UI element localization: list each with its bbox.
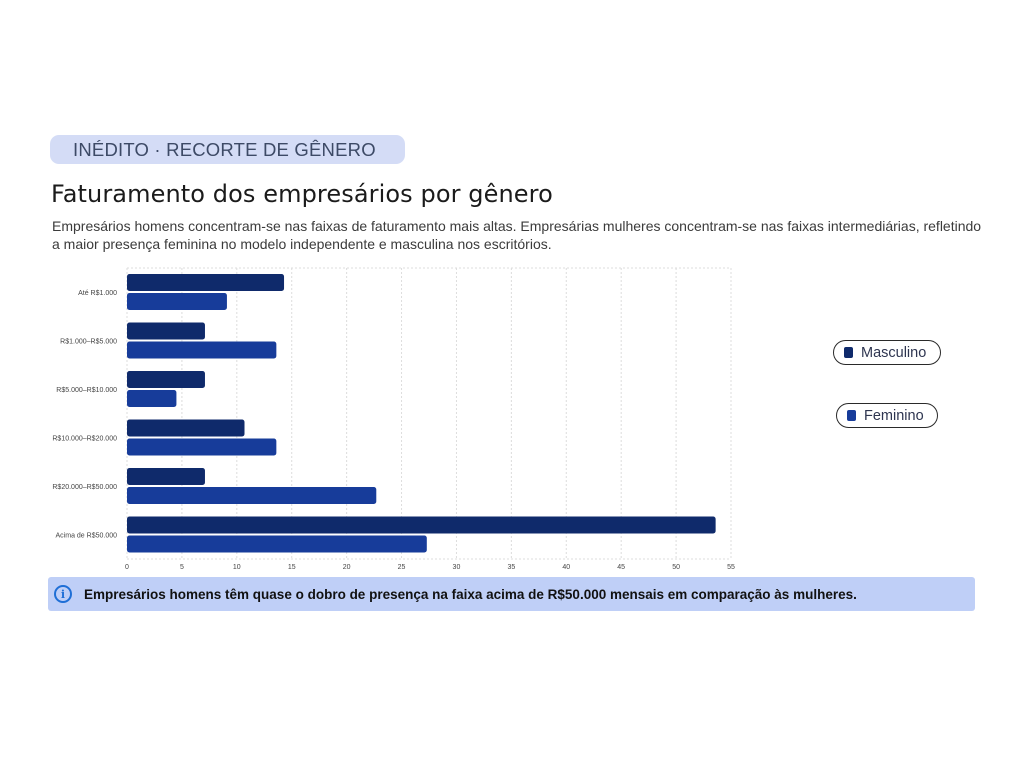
- x-tick-label: 25: [397, 564, 406, 571]
- bar-chart: [40, 262, 740, 577]
- legend-item-masculino[interactable]: [833, 340, 941, 365]
- x-tick-label: 15: [287, 564, 296, 571]
- legend-swatch-feminino: [847, 410, 856, 421]
- bar-masculino: [127, 420, 245, 437]
- x-tick-label: 5: [179, 564, 184, 571]
- legend-swatch-masculino: [844, 347, 853, 358]
- y-tick-label: Acima de R$50.000: [55, 532, 117, 540]
- bar-feminino: [127, 536, 427, 553]
- x-tick-label: 45: [617, 564, 626, 571]
- info-icon: i: [54, 585, 72, 603]
- legend-item-feminino[interactable]: [836, 403, 938, 428]
- bar-masculino: [127, 323, 205, 340]
- x-tick-label: 55: [727, 564, 735, 571]
- page-title: Faturamento dos empresários por gênero: [51, 180, 553, 208]
- x-tick-label: 30: [452, 564, 461, 571]
- x-tick-label: 40: [562, 564, 571, 571]
- x-tick-label: 20: [342, 564, 351, 571]
- legend-label-masculino: Masculino: [861, 344, 927, 361]
- category-tag: INÉDITO · RECORTE DE GÊNERO: [50, 135, 405, 164]
- info-text: Empresários homens têm quase o dobro de presença na faixa acima de R$50.000 mensais em comparação às mulheres.: [84, 586, 857, 602]
- bar-masculino: [127, 517, 716, 534]
- page-subtitle: Empresários homens concentram-se nas faixas de faturamento mais altas. Empresárias mulheres concentram-se nas faixas intermediárias, refletindo a maior presença feminina no modelo independente e masculina nos escritórios.: [52, 218, 982, 252]
- info-banner: [48, 577, 975, 611]
- bar-masculino: [127, 468, 205, 485]
- y-tick-label: R$5.000–R$10.000: [56, 387, 117, 394]
- bar-masculino: [127, 371, 205, 388]
- bar-feminino: [127, 439, 276, 456]
- y-tick-label: R$20.000–R$50.000: [52, 484, 117, 491]
- x-tick-label: 35: [507, 564, 516, 571]
- x-tick-label: 10: [232, 564, 241, 571]
- bar-masculino: [127, 274, 284, 291]
- bar-feminino: [127, 342, 276, 359]
- y-tick-label: R$1.000–R$5.000: [60, 338, 117, 346]
- y-tick-label: Até R$1.000: [78, 290, 117, 297]
- bar-feminino: [127, 390, 176, 407]
- x-tick-label: 50: [672, 564, 680, 571]
- bar-feminino: [127, 293, 227, 310]
- bar-feminino: [127, 487, 376, 504]
- x-tick-label: 0: [125, 564, 129, 571]
- legend-label-feminino: Feminino: [864, 407, 924, 424]
- y-tick-label: R$10.000–R$20.000: [52, 435, 117, 443]
